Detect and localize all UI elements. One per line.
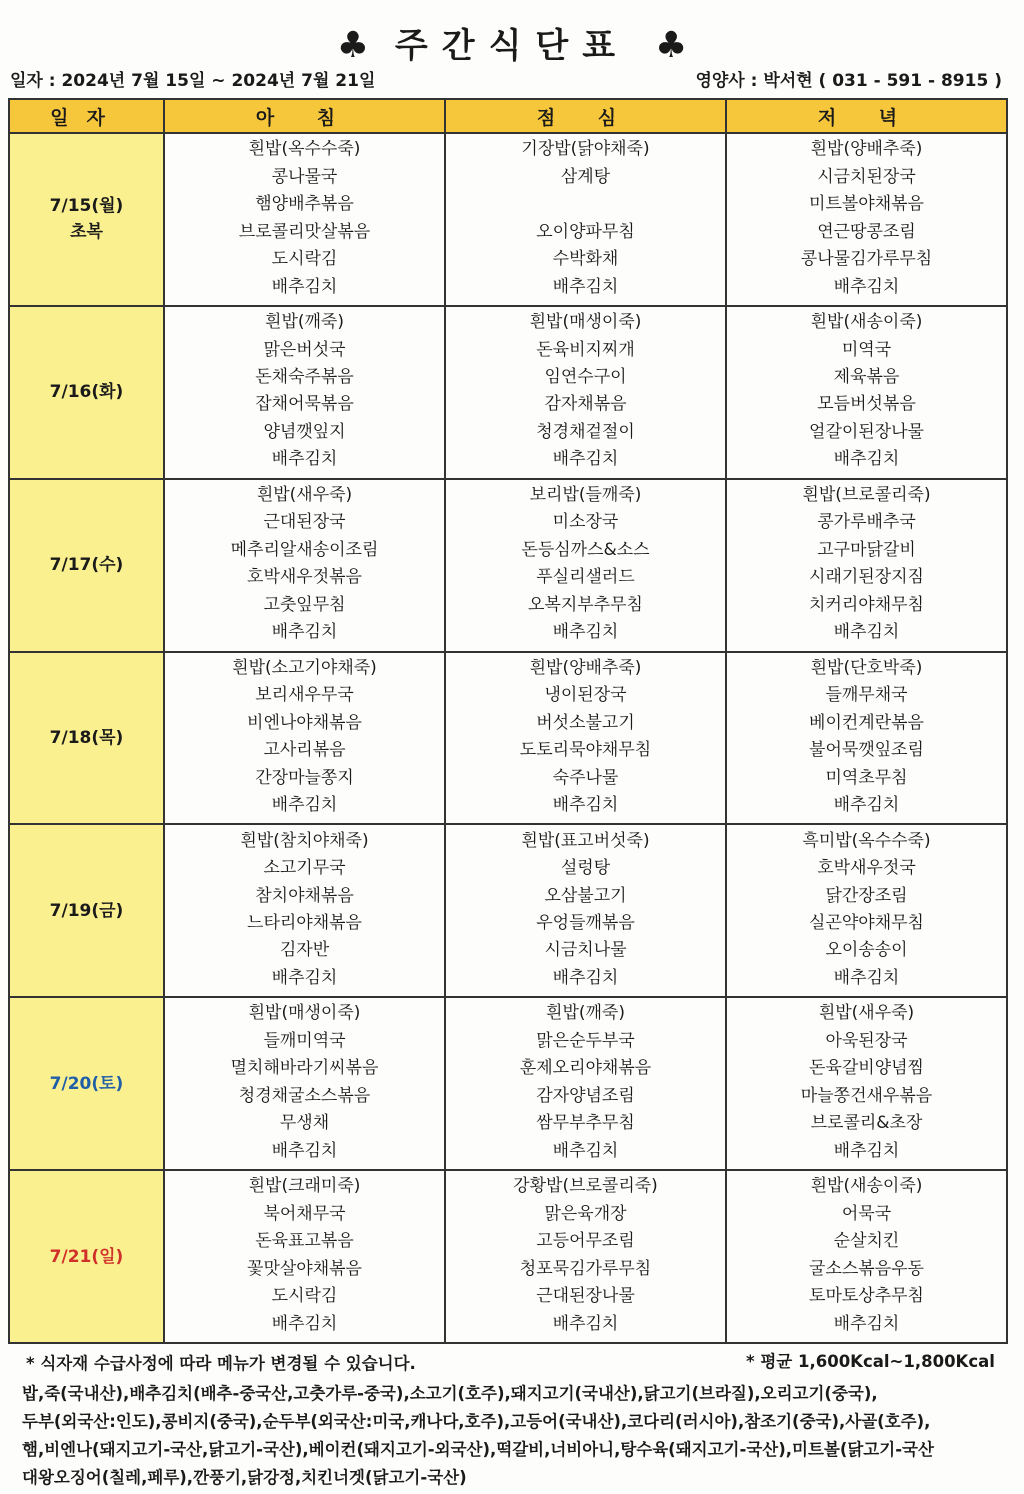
day-row bbox=[9, 133, 1007, 306]
menu-item: 감자채볶음 bbox=[544, 394, 627, 415]
menu-item: 간장마늘쫑지 bbox=[255, 767, 354, 788]
menu-item: 배추김치 bbox=[833, 276, 900, 297]
lunch-cell bbox=[445, 479, 726, 652]
menu-item: 도시락김 bbox=[271, 249, 338, 270]
menu-item: 아욱된장국 bbox=[825, 1030, 908, 1051]
menu-item: 햄양배추볶음 bbox=[255, 194, 354, 215]
day-label: 7/15(월) bbox=[49, 196, 124, 217]
dinner-list bbox=[727, 653, 1006, 824]
breakfast-cell bbox=[164, 824, 445, 997]
breakfast-cell bbox=[164, 652, 445, 825]
menu-item: 북어채무국 bbox=[263, 1203, 346, 1224]
lunch-cell bbox=[445, 306, 726, 479]
menu-item: 실곤약야채무침 bbox=[809, 913, 924, 934]
menu-item: 흰밥(매생이죽) bbox=[529, 312, 642, 333]
dinner-cell bbox=[726, 133, 1007, 306]
menu-item: 꽃맛살야채볶음 bbox=[247, 1258, 362, 1279]
menu-item: 미역국 bbox=[841, 339, 892, 360]
origin-line: 두부(외국산:인도),콩비지(중국),순두부(외국산:미국,캐나다,호주),고등어(국내산),코다리(러시아),참조기(중국),사골(호주), bbox=[22, 1412, 931, 1431]
menu-item: 배추김치 bbox=[552, 795, 619, 816]
dinner-cell bbox=[726, 306, 1007, 479]
menu-item: 얼갈이된장나물 bbox=[809, 421, 924, 442]
day-cell bbox=[9, 997, 164, 1170]
header-lunch: 점 심 bbox=[445, 99, 726, 133]
dinner-list bbox=[727, 825, 1006, 996]
breakfast-cell bbox=[164, 133, 445, 306]
menu-item: 청포묵김가루무침 bbox=[519, 1258, 652, 1279]
menu-item: 청경채굴소스볶음 bbox=[238, 1085, 371, 1106]
menu-item: 배추김치 bbox=[552, 276, 619, 297]
dinner-list bbox=[727, 134, 1006, 305]
menu-item: 쌈무부추무침 bbox=[536, 1113, 635, 1134]
menu-item: 흰밥(양배추죽) bbox=[529, 657, 642, 678]
menu-item: 참치야채볶음 bbox=[255, 885, 354, 906]
menu-item: 근대된장국 bbox=[263, 512, 346, 533]
menu-item: 흰밥(옥수수죽) bbox=[248, 139, 361, 160]
breakfast-cell bbox=[164, 1170, 445, 1343]
breakfast-list bbox=[165, 825, 444, 996]
menu-item: 시래기된장지짐 bbox=[809, 567, 924, 588]
day-row bbox=[9, 306, 1007, 479]
lunch-list bbox=[446, 1171, 725, 1342]
menu-body bbox=[9, 133, 1007, 1343]
lunch-cell bbox=[445, 133, 726, 306]
menu-item: 시금치된장국 bbox=[817, 166, 916, 187]
menu-item: 비엔나야채볶음 bbox=[247, 712, 362, 733]
menu-item: 불어묵깻잎조림 bbox=[809, 740, 924, 761]
day-label: 7/21(일) bbox=[49, 1246, 124, 1267]
breakfast-cell bbox=[164, 997, 445, 1170]
menu-item: 도시락김 bbox=[271, 1286, 338, 1307]
dinner-list bbox=[727, 998, 1006, 1169]
menu-item: 소고기무국 bbox=[263, 858, 346, 879]
page-title bbox=[0, 18, 1024, 67]
lunch-list bbox=[446, 653, 725, 824]
menu-item: 배추김치 bbox=[833, 795, 900, 816]
menu-item: 설렁탕 bbox=[560, 858, 611, 879]
menu-item: 흑미밥(옥수수죽) bbox=[802, 830, 931, 851]
menu-item: 고춧잎무침 bbox=[263, 594, 346, 615]
menu-item: 배추김치 bbox=[271, 449, 338, 470]
day-row bbox=[9, 824, 1007, 997]
menu-item: 푸실리샐러드 bbox=[536, 567, 635, 588]
origin-line: 밥,죽(국내산),배추김치(배추-중국산,고춧가루-중국),소고기(호주),돼지고기(국내산),닭고기(브라질),오리고기(중국), bbox=[22, 1384, 878, 1403]
day-label: 7/17(수) bbox=[49, 555, 124, 576]
menu-item: 배추김치 bbox=[833, 449, 900, 470]
menu-item: 배추김치 bbox=[552, 622, 619, 643]
menu-item: 들깨미역국 bbox=[263, 1030, 346, 1051]
menu-item: 베이컨계란볶음 bbox=[809, 712, 924, 733]
menu-item: 고구마닭갈비 bbox=[817, 539, 916, 560]
day-cell bbox=[9, 479, 164, 652]
day-label: 7/20(토) bbox=[49, 1073, 124, 1094]
lunch-list bbox=[446, 134, 725, 305]
lunch-list bbox=[446, 998, 725, 1169]
menu-item: 흰밥(소고기야채죽) bbox=[232, 657, 377, 678]
menu-item bbox=[446, 191, 725, 218]
menu-item: 배추김치 bbox=[833, 967, 900, 988]
club-symbol-right: ♣ bbox=[654, 25, 688, 66]
menu-item: 흰밥(표고버섯죽) bbox=[521, 830, 650, 851]
menu-item: 흰밥(새우죽) bbox=[818, 1003, 915, 1024]
menu-item: 모듬버섯볶음 bbox=[817, 394, 916, 415]
menu-item: 배추김치 bbox=[552, 449, 619, 470]
header-breakfast: 아 침 bbox=[164, 99, 445, 133]
lunch-list bbox=[446, 480, 725, 651]
menu-item: 배추김치 bbox=[552, 967, 619, 988]
menu-item: 흰밥(새송이죽) bbox=[810, 312, 923, 333]
day-cell bbox=[9, 652, 164, 825]
breakfast-list bbox=[165, 307, 444, 478]
lunch-cell bbox=[445, 824, 726, 997]
menu-item: 느타리야채볶음 bbox=[247, 913, 362, 934]
day-cell bbox=[9, 1170, 164, 1343]
breakfast-list bbox=[165, 653, 444, 824]
menu-item: 잡채어묵볶음 bbox=[255, 394, 354, 415]
day-row bbox=[9, 997, 1007, 1170]
menu-item: 오이송송이 bbox=[825, 940, 908, 961]
menu-item: 양념깻잎지 bbox=[263, 421, 346, 442]
breakfast-list bbox=[165, 1171, 444, 1342]
header-dinner: 저 녁 bbox=[726, 99, 1007, 133]
menu-item: 닭간장조림 bbox=[825, 885, 908, 906]
menu-item: 감자양념조림 bbox=[536, 1085, 635, 1106]
breakfast-list bbox=[165, 480, 444, 651]
menu-item: 굴소스볶음우동 bbox=[809, 1258, 924, 1279]
menu-item: 고등어무조림 bbox=[536, 1231, 635, 1252]
menu-item: 배추김치 bbox=[271, 1313, 338, 1334]
menu-item: 흰밥(깨죽) bbox=[265, 312, 344, 333]
menu-item: 치커리야채무침 bbox=[809, 594, 924, 615]
menu-item: 보리밥(들깨죽) bbox=[529, 484, 642, 505]
menu-item: 흰밥(양배추죽) bbox=[810, 139, 923, 160]
menu-item: 흰밥(새송이죽) bbox=[810, 1176, 923, 1197]
menu-item: 돈육비지찌개 bbox=[536, 339, 635, 360]
menu-item: 미역초무침 bbox=[825, 767, 908, 788]
menu-item: 연근땅콩조림 bbox=[817, 221, 916, 242]
dinner-cell bbox=[726, 652, 1007, 825]
day-row bbox=[9, 1170, 1007, 1343]
menu-item: 도토리묵야채무침 bbox=[519, 740, 652, 761]
club-symbol-left: ♣ bbox=[336, 25, 370, 66]
breakfast-list bbox=[165, 998, 444, 1169]
menu-item: 버섯소불고기 bbox=[536, 712, 635, 733]
menu-item: 오복지부추무침 bbox=[528, 594, 643, 615]
menu-item: 돈육갈비양념찜 bbox=[809, 1058, 924, 1079]
header-date: 일자 bbox=[9, 99, 164, 133]
dinner-list bbox=[727, 1171, 1006, 1342]
day-row bbox=[9, 479, 1007, 652]
day-cell bbox=[9, 306, 164, 479]
origin-line: 대왕오징어(칠레,페루),깐풍기,닭강정,치킨너겟(닭고기-국산) bbox=[22, 1468, 467, 1487]
nutritionist-info: 영양사 : 박서현 ( 031 - 591 - 8915 ) bbox=[695, 71, 1002, 91]
menu-item: 근대된장나물 bbox=[536, 1286, 635, 1307]
menu-item: 배추김치 bbox=[271, 1140, 338, 1161]
menu-item: 들깨무채국 bbox=[825, 685, 908, 706]
breakfast-cell bbox=[164, 306, 445, 479]
dinner-list bbox=[727, 480, 1006, 651]
menu-item: 어묵국 bbox=[841, 1203, 892, 1224]
menu-item: 제육볶음 bbox=[833, 367, 900, 388]
dinner-list bbox=[727, 307, 1006, 478]
menu-item: 콩나물김가루무침 bbox=[800, 249, 933, 270]
menu-item: 흰밥(매생이죽) bbox=[248, 1003, 361, 1024]
menu-item: 메추리알새송이조림 bbox=[230, 539, 379, 560]
day-cell bbox=[9, 824, 164, 997]
menu-item: 호박새우젓국 bbox=[817, 858, 916, 879]
change-notice: * 식자재 수급사정에 따라 메뉴가 변경될 수 있습니다. bbox=[26, 1354, 416, 1373]
menu-item: 흰밥(브로콜리죽) bbox=[802, 484, 931, 505]
menu-item: 흰밥(새우죽) bbox=[256, 484, 353, 505]
menu-table bbox=[8, 98, 1008, 1344]
menu-item: 브로콜리맛살볶음 bbox=[238, 221, 371, 242]
menu-item: 고사리볶음 bbox=[263, 740, 346, 761]
menu-item: 숙주나물 bbox=[552, 767, 619, 788]
menu-item: 돈육표고볶음 bbox=[255, 1231, 354, 1252]
day-label: 7/16(화) bbox=[49, 382, 124, 403]
menu-item: 청경채겉절이 bbox=[536, 421, 635, 442]
menu-item: 흰밥(단호박죽) bbox=[810, 657, 923, 678]
menu-item: 배추김치 bbox=[552, 1313, 619, 1334]
day-cell bbox=[9, 133, 164, 306]
calorie-note: * 평균 1,600Kcal~1,800Kcal bbox=[746, 1352, 995, 1371]
menu-item: 브로콜리&초장 bbox=[810, 1113, 923, 1134]
lunch-cell bbox=[445, 997, 726, 1170]
lunch-list bbox=[446, 307, 725, 478]
menu-item: 배추김치 bbox=[833, 1140, 900, 1161]
menu-item: 임연수구이 bbox=[544, 367, 627, 388]
menu-item: 돈등심까스&소스 bbox=[521, 539, 650, 560]
menu-item: 흰밥(크래미죽) bbox=[248, 1176, 361, 1197]
menu-item: 배추김치 bbox=[271, 795, 338, 816]
menu-item: 콩가루배추국 bbox=[817, 512, 916, 533]
menu-item: 멸치해바라기씨볶음 bbox=[230, 1058, 379, 1079]
menu-item: 돈채숙주볶음 bbox=[255, 367, 354, 388]
menu-item: 수박화채 bbox=[552, 249, 619, 270]
menu-item: 흰밥(참치야채죽) bbox=[240, 830, 369, 851]
menu-item: 배추김치 bbox=[552, 1140, 619, 1161]
menu-item: 오삼불고기 bbox=[544, 885, 627, 906]
menu-item: 마늘쫑건새우볶음 bbox=[800, 1085, 933, 1106]
menu-item: 냉이된장국 bbox=[544, 685, 627, 706]
dinner-cell bbox=[726, 824, 1007, 997]
breakfast-cell bbox=[164, 479, 445, 652]
menu-item: 미트볼야채볶음 bbox=[809, 194, 924, 215]
menu-item: 시금치나물 bbox=[544, 940, 627, 961]
menu-item: 배추김치 bbox=[271, 276, 338, 297]
menu-item: 토마토상추무침 bbox=[809, 1286, 924, 1307]
menu-item: 기장밥(닭야채죽) bbox=[521, 139, 650, 160]
menu-item: 맑은순두부국 bbox=[536, 1030, 635, 1051]
menu-item: 배추김치 bbox=[271, 967, 338, 988]
day-row bbox=[9, 652, 1007, 825]
lunch-cell bbox=[445, 1170, 726, 1343]
day-label: 7/19(금) bbox=[49, 900, 124, 921]
menu-item: 맑은육개장 bbox=[544, 1203, 627, 1224]
menu-item: 김자반 bbox=[279, 940, 330, 961]
menu-item: 호박새우젓볶음 bbox=[247, 567, 362, 588]
menu-item: 무생채 bbox=[279, 1113, 330, 1134]
origin-line: 햄,비엔나(돼지고기-국산,닭고기-국산),베이컨(돼지고기-외국산),떡갈비,너비아니,탕수육(돼지고기-국산),미트볼(닭고기-국산 bbox=[22, 1440, 934, 1459]
dinner-cell bbox=[726, 997, 1007, 1170]
menu-item: 미소장국 bbox=[552, 512, 619, 533]
header-row bbox=[9, 99, 1007, 133]
date-range: 일자 : 2024년 7월 15일 ~ 2024년 7월 21일 bbox=[10, 71, 376, 91]
menu-item: 강황밥(브로콜리죽) bbox=[513, 1176, 658, 1197]
lunch-cell bbox=[445, 652, 726, 825]
menu-item: 삼계탕 bbox=[560, 166, 611, 187]
menu-item: 훈제오리야채볶음 bbox=[519, 1058, 652, 1079]
menu-item: 보리새우무국 bbox=[255, 685, 354, 706]
menu-item: 우엉들깨볶음 bbox=[536, 913, 635, 934]
menu-item: 순살치킨 bbox=[833, 1231, 900, 1252]
day-label: 7/18(목) bbox=[49, 727, 124, 748]
menu-item: 배추김치 bbox=[833, 622, 900, 643]
menu-item: 흰밥(깨죽) bbox=[546, 1003, 625, 1024]
menu-item: 배추김치 bbox=[833, 1313, 900, 1334]
menu-item: 배추김치 bbox=[271, 622, 338, 643]
menu-item: 오이양파무침 bbox=[536, 221, 635, 242]
menu-item: 맑은버섯국 bbox=[263, 339, 346, 360]
dinner-cell bbox=[726, 1170, 1007, 1343]
dinner-cell bbox=[726, 479, 1007, 652]
breakfast-list bbox=[165, 134, 444, 305]
lunch-list bbox=[446, 825, 725, 996]
menu-item: 콩나물국 bbox=[271, 166, 338, 187]
day-note: 초복 bbox=[70, 222, 103, 243]
title-text: 주간식단표 bbox=[394, 26, 630, 66]
